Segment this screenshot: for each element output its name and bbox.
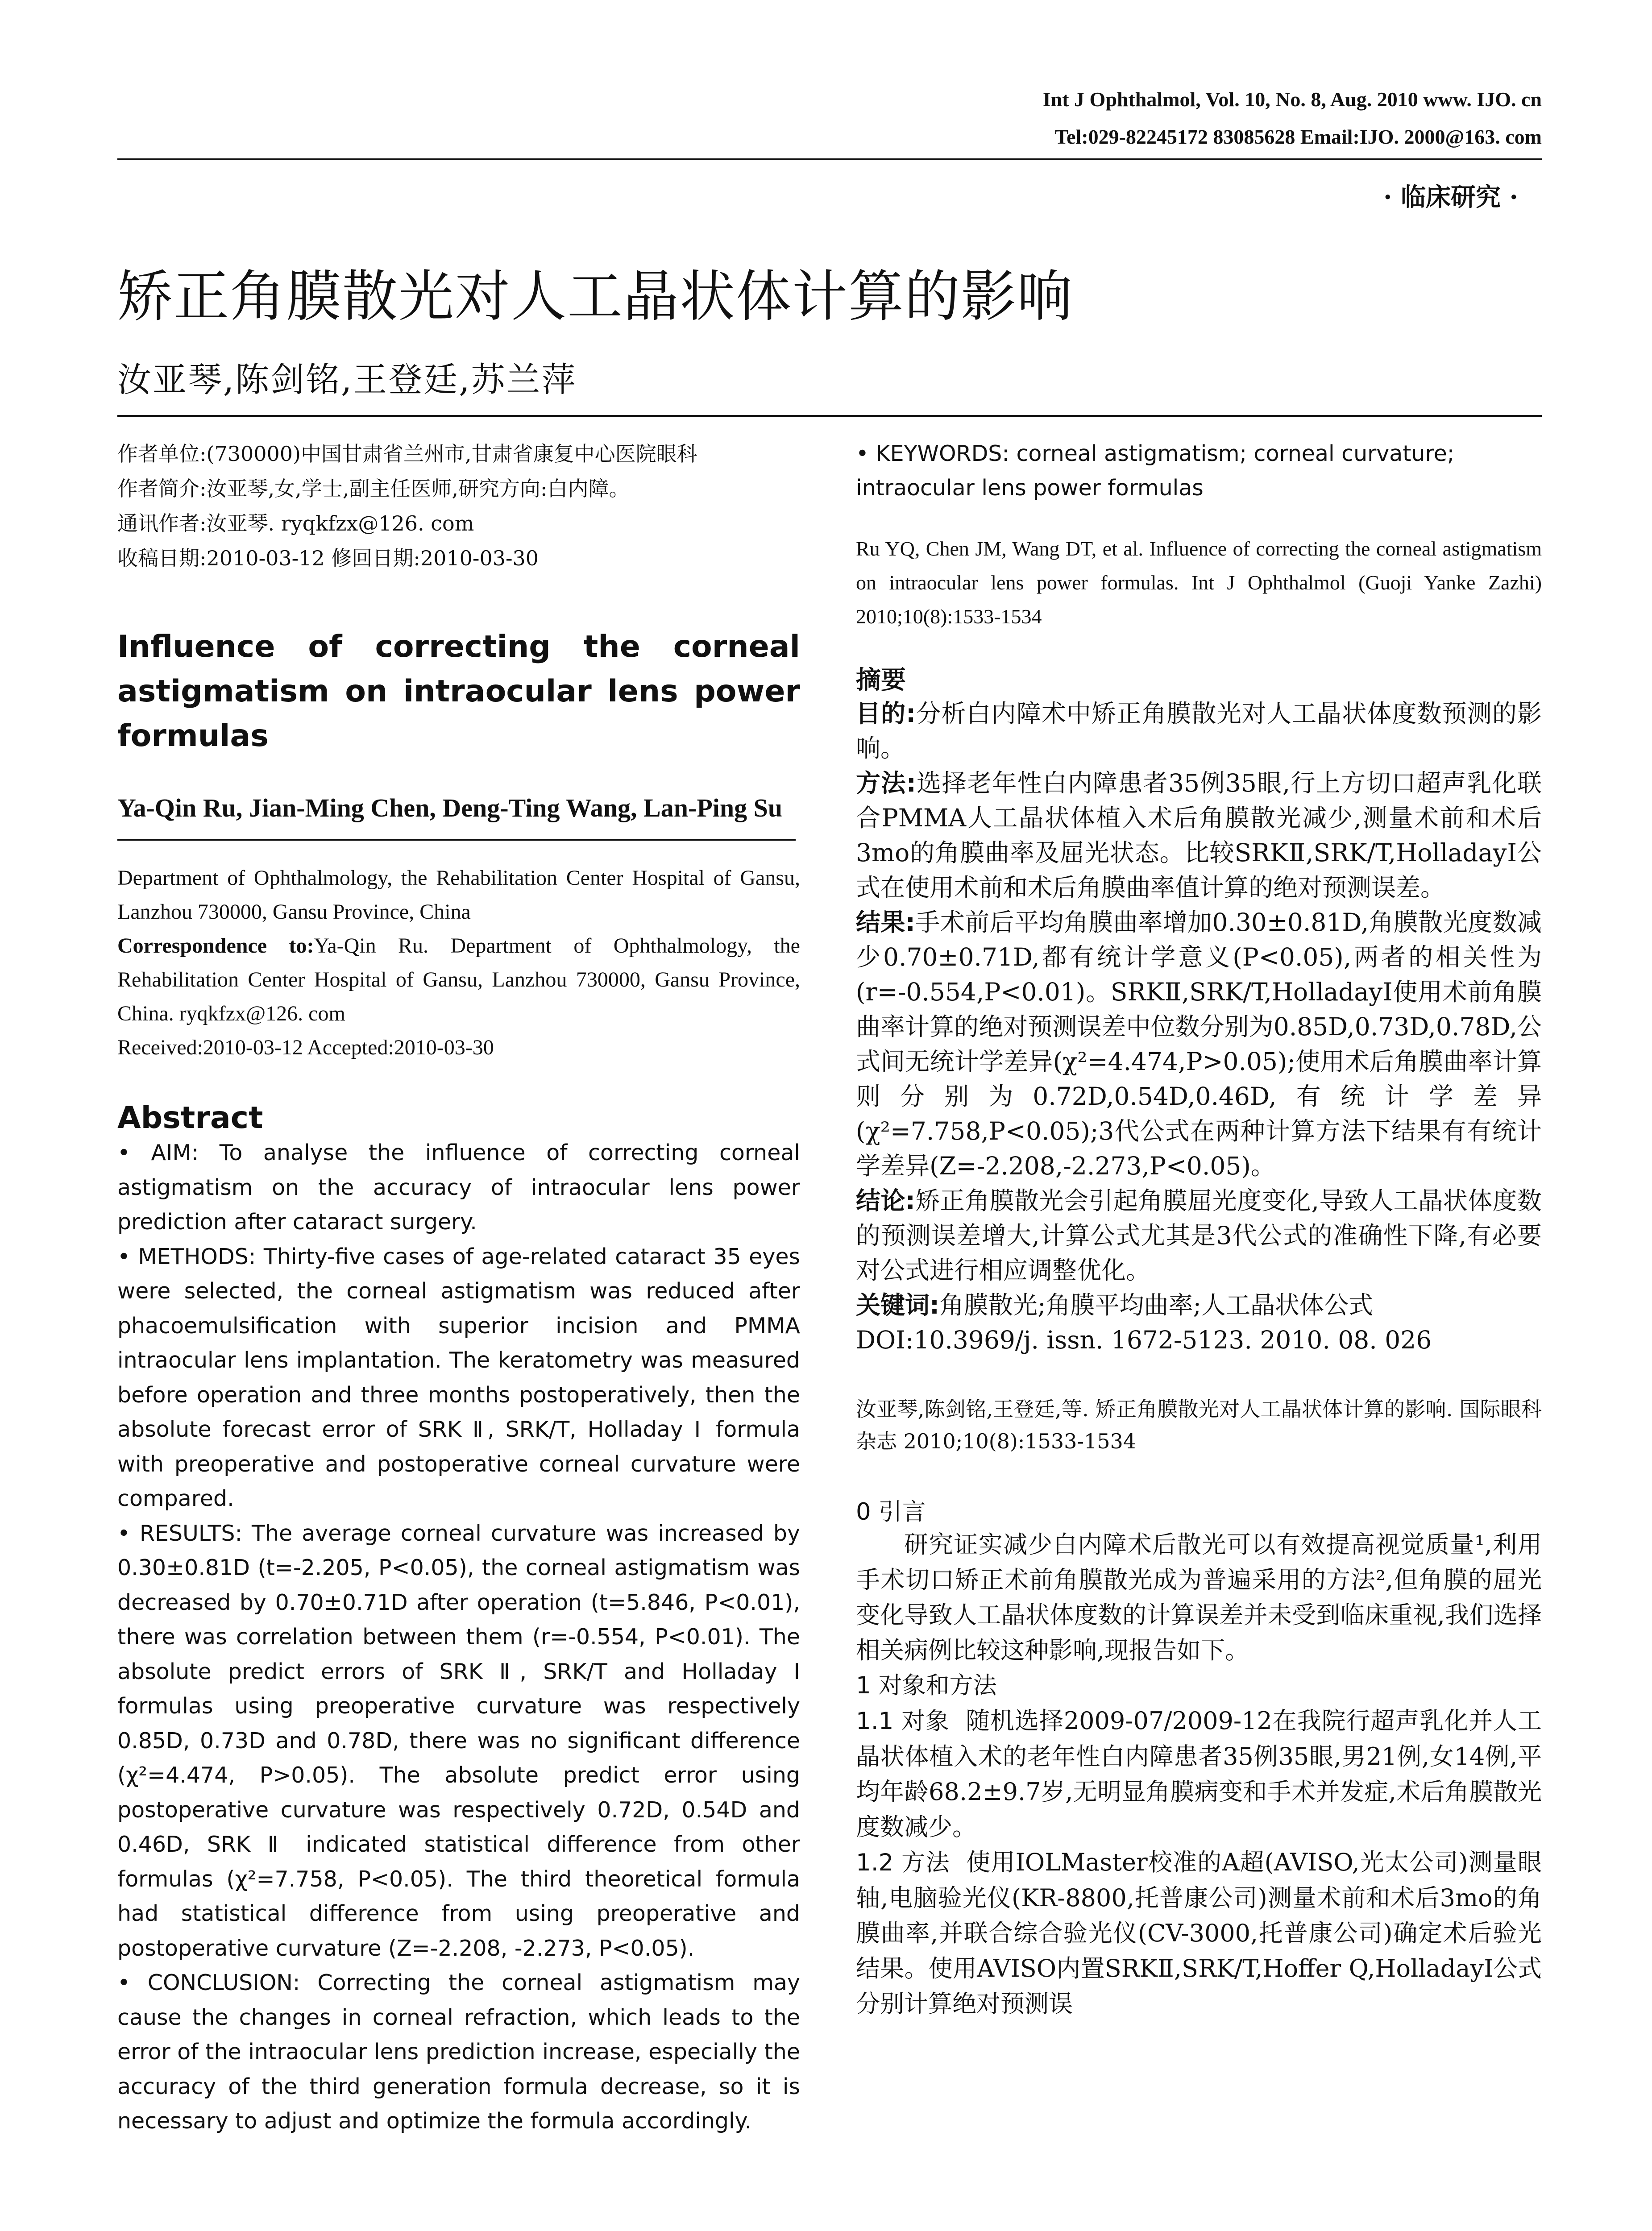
- methods-label-zh: 方法:: [856, 769, 916, 797]
- journal-header-line: Int J Ophthalmol, Vol. 10, No. 8, Aug. 2010 www. IJO. cn: [1042, 88, 1542, 111]
- abstract-zh-aim: [856, 696, 1542, 766]
- abstract-aim: • AIM: To analyse the influence of correcting corneal astigmatism on the accuracy of intraocular lens power prediction after cataract surgery.: [117, 1140, 800, 1235]
- correspondence-text: Ya-Qin Ru. Department of Ophthalmology, the Rehabilitation Center Hospital of Gansu, Lanzhou 730000, Gansu Province, China. ryqkfzx@126. com: [117, 934, 800, 1025]
- section-1-1-text: 随机选择2009-07/2009-12在我院行超声乳化并人工晶状体植入术的老年性白内障患者35例35眼,男21例,女14例,平均年龄68.2±9.7岁,无明显角膜病变和手术并发症,术后角膜散光度数减少。: [856, 1707, 1542, 1841]
- received-dates-en: Received:2010-03-12 Accepted:2010-03-30: [117, 1036, 494, 1059]
- aim-label-zh: 目的:: [856, 699, 916, 728]
- author-bio: 作者简介:汝亚琴,女,学士,副主任医师,研究方向:白内障。: [117, 477, 630, 501]
- affiliation-zh: [117, 436, 800, 576]
- header-rule: [117, 158, 1542, 160]
- authors-rule: [117, 839, 796, 841]
- methods-text-zh: 选择老年性白内障患者35例35眼,行上方切口超声乳化联合PMMA人工晶状体植入术后角膜散光减少,测量术前和术后3mo的角膜曲率及屈光状态。比较SRKⅡ,SRK/T,HolladayⅠ公式在使用术前和术后角膜曲率值计算的绝对预测误差。: [856, 769, 1542, 902]
- abstract-zh-methods: [856, 766, 1542, 905]
- abstract-methods: • METHODS: Thirty-five cases of age-related cataract 35 eyes were selected, the corneal astigmatism was reduced after phacoemulsification with superior incision and PMMA intraocular lens implantation. The keratometry was measured before operation and three months postoperatively, then the absolute forecast error of SRK Ⅱ, SRK/T, Holladay Ⅰ formula with preoperative and postoperative corneal curvature were compared.: [117, 1244, 800, 1511]
- section-1-heading: 1 对象和方法: [856, 1672, 997, 1699]
- citation-zh-text: 汝亚琴,陈剑铭,王登廷,等. 矫正角膜散光对人工晶状体计算的影响. 国际眼科杂志 2010;10(8):1533-1534: [856, 1397, 1542, 1453]
- affiliation-unit: 作者单位:(730000)中国甘肃省兰州市,甘肃省康复中心医院眼科: [117, 442, 697, 466]
- abstract-results: • RESULTS: The average corneal curvature was increased by 0.30±0.81D (t=-2.205, P<0.05), the corneal astigmatism was decreased by 0.70±0.71D after operation (t=5.846, P<0.01), there was correlation between them (r=-0.554, P<0.01). The absolute predict errors of SRK Ⅱ, SRK/T and Holladay Ⅰ formulas using preoperative curvature was respectively 0.85D, 0.73D and 0.78D, there was no significant difference (χ²=4.474, P>0.05). The absolute predict error using postoperative curvature was respectively 0.72D, 0.54D and 0.46D, SRK Ⅱ indicated statistical difference from other formulas (χ²=7.758, P<0.05). The third theoretical formula had statistical difference from using preoperative and postoperative curvature (Z=-2.208, -2.273, P<0.05).: [117, 1520, 800, 1961]
- section-1-1: [856, 1703, 1542, 1845]
- corresponding-author: 通讯作者:汝亚琴. ryqkfzx@126. com: [117, 511, 474, 535]
- results-text-zh: 手术前后平均角膜曲率增加0.30±0.81D,角膜散光度数减少0.70±0.71D,都有统计学意义(P<0.05),两者的相关性为(r=-0.554,P<0.01)。SRKⅡ,SRK/T,HolladayⅠ使用术前角膜曲率计算的绝对预测误差中位数分别为0.85D,0.73D,0.78D,公式间无统计学差异(χ²=4.474,P>0.05);使用术后角膜曲率计算则分别为0.72D,0.54D,0.46D,有统计学差异(χ²=7.758,P<0.05);3代公式在两种计算方法下结果有有统计学差异(Z=-2.208,-2.273,P<0.05)。: [856, 908, 1542, 1180]
- article-title-en: Influence of correcting the corneal astigmatism on intraocular lens power formulas: [117, 629, 800, 754]
- abstract-heading: Abstract: [117, 1100, 263, 1136]
- doi: DOI:10.3969/j. issn. 1672-5123. 2010. 08. 026: [856, 1326, 1432, 1354]
- correspondence-label: Correspondence to:: [117, 934, 314, 958]
- correspondence: [117, 929, 800, 1031]
- citation-en-text: Ru YQ, Chen JM, Wang DT, et al. Influence of correcting the corneal astigmatism on intraocular lens power formulas. Int J Ophthalmol (Guoji Yanke Zazhi) 2010;10(8):1533-1534: [856, 537, 1542, 628]
- abstract-zh-results: [856, 905, 1542, 1183]
- journal-contact-line: Tel:029-82245172 83085628 Email:IJO. 2000@163. com: [1054, 125, 1542, 148]
- results-label-zh: 结果:: [856, 908, 915, 937]
- department-en: [117, 861, 800, 1065]
- authors-en: Ya-Qin Ru, Jian-Ming Chen, Deng-Ting Wang, Lan-Ping Su: [117, 793, 783, 822]
- section-tag: · 临床研究 ·: [1383, 182, 1518, 212]
- abstract-zh-keywords: [856, 1288, 1542, 1323]
- conclusion-label-zh: 结论:: [856, 1186, 915, 1215]
- right-column: [856, 436, 1542, 2021]
- abstract-zh-heading: 摘要: [856, 666, 906, 695]
- left-column: [117, 436, 800, 2139]
- body-text: [856, 1527, 1542, 2021]
- aim-text-zh: 分析白内障术中矫正角膜散光对人工晶状体度数预测的影响。: [856, 699, 1542, 763]
- keywords-en: • KEYWORDS: corneal astigmatism; corneal curvature; intraocular lens power formulas: [856, 441, 1455, 501]
- authors-zh: 汝亚琴,陈剑铭,王登廷,苏兰萍: [117, 360, 577, 399]
- keywords-label-zh: 关键词:: [856, 1291, 939, 1319]
- section-1-2-text: 使用IOLMaster校准的A超(AVISO,光太公司)测量眼轴,电脑验光仪(KR-8800,托普康公司)测量术前和术后3mo的角膜曲率,并联合综合验光仪(CV-3000,托普康公司)确定术后验光结果。使用AVISO内置SRKⅡ,SRK/T,Hoffer Q,HolladayⅠ公式分别计算绝对预测误: [856, 1848, 1542, 2018]
- citation-en: [856, 532, 1542, 634]
- received-dates-zh: 收稿日期:2010-03-12 修回日期:2010-03-30: [117, 546, 539, 570]
- keywords-text-zh: 角膜散光;角膜平均曲率;人工晶状体公式: [939, 1291, 1374, 1319]
- abstract-conclusion: • CONCLUSION: Correcting the corneal astigmatism may cause the changes in corneal refraction, which leads to the error of the intraocular lens prediction increase, especially the accuracy of the third generation formula decrease, so it is necessary to adjust and optimize the formula accordingly.: [117, 1970, 800, 2134]
- abstract-en: [117, 1136, 800, 2139]
- section-1-1-label: 1.1 对象: [856, 1708, 950, 1735]
- section-1-2-label: 1.2 方法: [856, 1849, 950, 1876]
- article-title-zh: 矫正角膜散光对人工晶状体计算的影响: [117, 265, 1074, 329]
- citation-zh: [856, 1393, 1542, 1457]
- conclusion-text-zh: 矫正角膜散光会引起角膜屈光度变化,导致人工晶状体度数的预测误差增大,计算公式尤其是3代公式的准确性下降,有必要对公式进行相应调整优化。: [856, 1186, 1542, 1285]
- abstract-zh-conclusion: [856, 1183, 1542, 1288]
- section-1-2: [856, 1845, 1542, 2021]
- abstract-zh: [856, 696, 1542, 1357]
- intro-heading: 0 引言: [856, 1498, 926, 1526]
- title-rule: [117, 415, 1542, 417]
- department-text: Department of Ophthalmology, the Rehabilitation Center Hospital of Gansu, Lanzhou 730000, Gansu Province, China: [117, 866, 800, 924]
- intro-paragraph: 研究证实减少白内障术后散光可以有效提高视觉质量¹,利用手术切口矫正术前角膜散光成为普遍采用的方法²,但角膜的屈光变化导致人工晶状体度数的计算误差并未受到临床重视,我们选择相关病例比较这种影响,现报告如下。: [856, 1530, 1542, 1664]
